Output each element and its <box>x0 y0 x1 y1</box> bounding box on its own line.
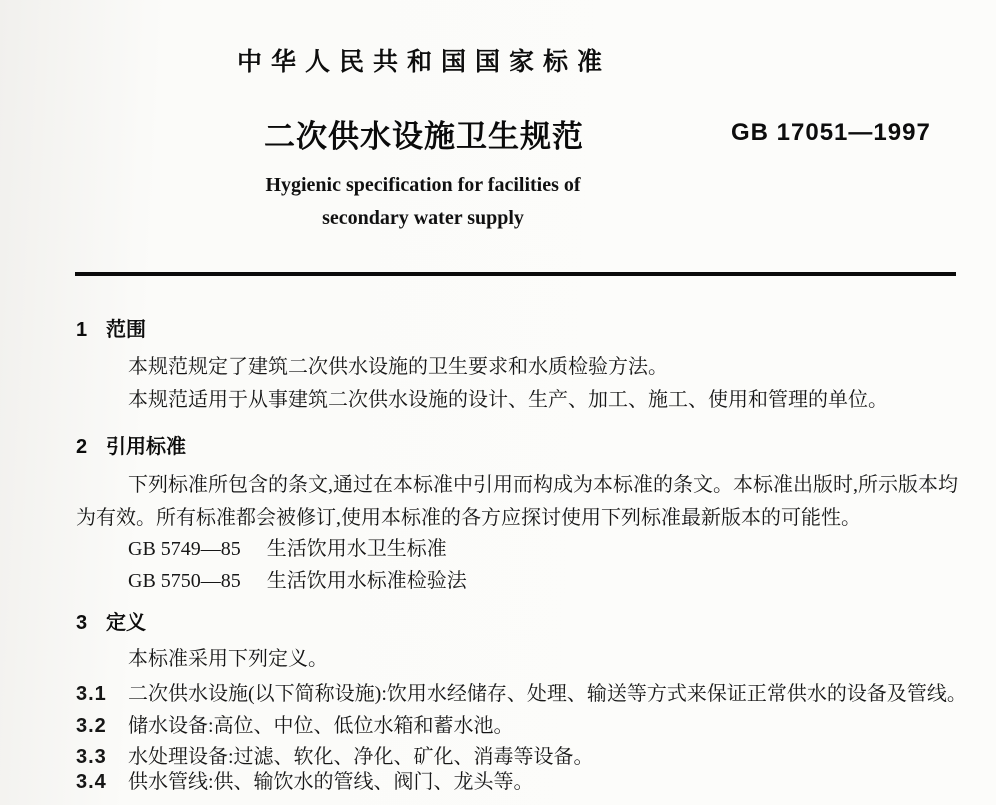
section-1-paragraph-1: 本规范规定了建筑二次供水设施的卫生要求和水质检验方法。 <box>128 356 668 378</box>
section-3-number: 3 <box>76 612 88 634</box>
definition-item-text: 储水设备:高位、中位、低位水箱和蓄水池。 <box>128 715 514 737</box>
definition-item-text: 二次供水设施(以下简称设施):饮用水经储存、处理、输送等方式来保证正常供水的设备及管线。 <box>128 683 967 705</box>
definition-item <box>76 709 514 738</box>
definition-item-text: 水处理设备:过滤、软化、净化、矿化、消毒等设备。 <box>128 746 594 768</box>
reference-row <box>128 570 467 592</box>
section-2-title: 引用标准 <box>106 436 186 458</box>
standard-title-en-line1: Hygienic specification for facilities of <box>265 174 581 196</box>
definition-item <box>76 765 534 794</box>
reference-title: 生活饮用水卫生标准 <box>266 538 447 560</box>
definition-item-number: 3.1 <box>76 683 107 705</box>
reference-code: GB 5749—85 <box>128 538 241 560</box>
reference-title: 生活饮用水标准检验法 <box>266 570 467 592</box>
standard-kicker: 中华人民共和国国家标准 <box>237 48 612 76</box>
section-1-number: 1 <box>76 319 88 341</box>
reference-row <box>128 538 447 560</box>
section-3-heading <box>76 606 146 635</box>
standard-title-en-line2: secondary water supply <box>322 207 524 229</box>
standard-title-cn: 二次供水设施卫生规范 <box>264 119 584 154</box>
definition-item <box>76 677 967 706</box>
definition-item-number: 3.4 <box>76 771 107 793</box>
definition-item-number: 3.2 <box>76 715 107 737</box>
section-1-heading <box>76 313 146 342</box>
section-1-title: 范围 <box>106 319 146 341</box>
section-2-paragraph-line2: 为有效。所有标准都会被修订,使用本标准的各方应探讨使用下列标准最新版本的可能性。 <box>76 507 861 529</box>
section-2-number: 2 <box>76 436 88 458</box>
section-1-paragraph-2: 本规范适用于从事建筑二次供水设施的设计、生产、加工、施工、使用和管理的单位。 <box>128 389 888 411</box>
definition-item-number: 3.3 <box>76 746 107 768</box>
title-divider-rule <box>75 272 956 276</box>
section-3-title: 定义 <box>106 612 146 634</box>
section-2-paragraph-line1: 下列标准所包含的条文,通过在本标准中引用而构成为本标准的条文。本标准出版时,所示版本均 <box>128 474 958 496</box>
reference-code: GB 5750—85 <box>128 570 241 592</box>
section-3-intro: 本标准采用下列定义。 <box>128 648 328 670</box>
standard-number: GB 17051—1997 <box>731 119 931 146</box>
section-2-heading <box>76 430 186 459</box>
definition-item-text: 供水管线:供、输饮水的管线、阀门、龙头等。 <box>128 771 534 793</box>
standard-title-en <box>248 169 598 235</box>
